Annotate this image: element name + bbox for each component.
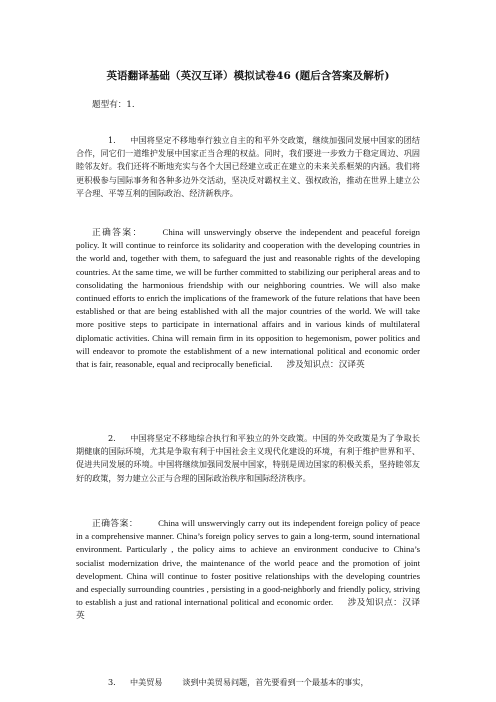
question-type-label: 题型有：1. [92, 100, 135, 110]
item-3-prompt [76, 676, 420, 689]
item-3-prompt-text: 谈到中美贸易问题，首先要看到一个最基本的事实， [182, 677, 369, 687]
item-1-knowledge-point: 涉及知识点：汉译英 [286, 359, 365, 370]
item-1-prompt-text: 中国将坚定不移地奉行独立自主的和平外交政策，继续加强同发展中国家的团结合作，同它们一道维护发展中国家正当合理的权益。同时，我们要进一步致力于稳定周边、巩固睦邻友好。我们还将不断地充实与各个大国已经建立或正在建立的未来关系框架的内涵。我们将更积极参与国际事务和各种多边外交活动，坚决反对霸权主义、强权政治，推动在世界上建立公平合理、平等互利的国际政治、经济新秩序。 [76, 135, 420, 198]
item-1-answer [76, 226, 420, 371]
item-2-knowledge-point: 涉及知识点：汉译英 [76, 597, 421, 621]
item-1-answer-label: 正确答案： [92, 227, 143, 237]
item-2-number: 2. [108, 433, 116, 443]
item-2-answer-text: China will unswervingly carry out its independent foreign policy of peace in a comprehensive manner. China’s foreign policy serves to gain a long-term, sound international environment. Particularly , the policy aims to achieve an environment conducive to China’s socialist modernization drive, the maintenance of the world peace and the promotion of joint development. China will continue to foster positive relationships with the developing countries and especially surrounding countries , persisting in a good-neighborly and friendly policy, striving to establish a just and rational international political and economic order. [76, 518, 420, 608]
item-3-number: 3. [108, 677, 116, 687]
item-2-answer [76, 517, 420, 623]
item-2-prompt [76, 432, 420, 485]
item-1-answer-text: China will unswervingly observe the independent and peaceful foreign policy. It will continue to reinforce its solidarity and cooperation with the developing countries in the world and, together with them, to safeguard the just and reasonable rights of the developing countries. At the same time, we will be further committed to stabilizing our peripheral areas and to consolidating the harmonious friendship with our neighboring countries. We will also make continued efforts to enrich the implications of the framework of the future relations that have been established or that are being established with all the major countries of the world. We will take more positive steps to participate in international affairs and in various kinds of multilateral diplomatic activities. China will remain firm in its opposition to hegemonism, power politics and will endeavor to promote the establishment of a new international political and economic order that is fair, reasonable, equal and reciprocally beneficial. [76, 227, 420, 370]
item-2-prompt-text: 中国将坚定不移地综合执行和平独立的外交政策。中国的外交政策是为了争取长期健康的国际环境，尤其是争取有利于中国社会主义现代化建设的环境，有利于维护世界和平、促进共同发展的环境。中国将继续加强同发展中国家，特别是周边国家的积极关系，坚持睦邻友好的政策，努力建立公正与合理的国际政治秩序和国际经济秩序。 [76, 433, 420, 483]
item-1-number: 1. [108, 135, 116, 145]
item-1-prompt [76, 134, 420, 200]
item-2-answer-label: 正确答案： [92, 518, 139, 528]
item-3-prompt-head: 中美贸易 [130, 677, 163, 687]
document-title: 英语翻译基础（英汉互译）模拟试卷46 (题后含答案及解析) [106, 70, 390, 82]
